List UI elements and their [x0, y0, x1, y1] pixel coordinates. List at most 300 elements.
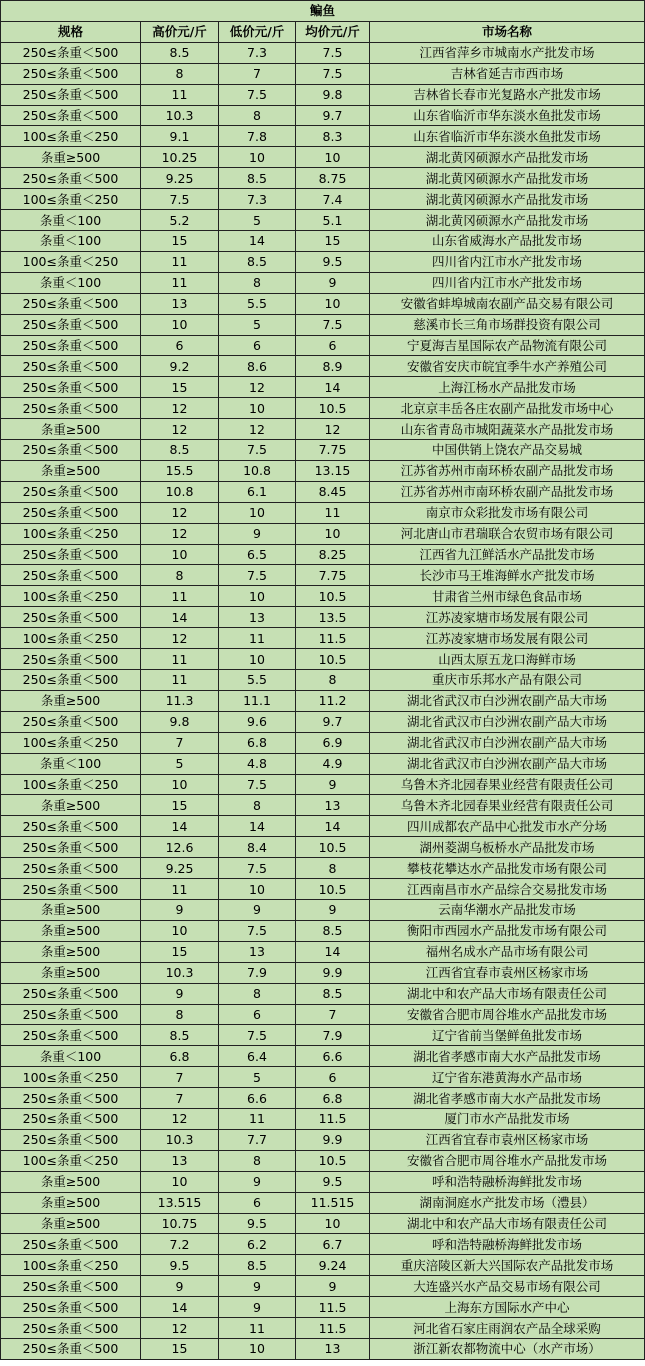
cell-low-price: 7.5 [219, 1025, 296, 1046]
cell-avg-price: 9 [296, 774, 370, 795]
cell-market-name: 攀枝花攀达水产品批发市场有限公司 [370, 858, 645, 879]
cell-high-price: 10.8 [141, 481, 219, 502]
table-row [1, 899, 645, 920]
cell-spec: 条重≥500 [1, 147, 141, 168]
cell-high-price: 14 [141, 1297, 219, 1318]
cell-high-price: 13 [141, 1150, 219, 1171]
cell-low-price: 7.3 [219, 42, 296, 63]
cell-high-price: 12 [141, 628, 219, 649]
cell-spec: 100≤条重＜250 [1, 732, 141, 753]
cell-low-price: 8 [219, 795, 296, 816]
cell-market-name: 湖北黄冈硕源水产品批发市场 [370, 210, 645, 231]
cell-market-name: 四川省内江市水产批发市场 [370, 251, 645, 272]
cell-spec: 250≤条重＜500 [1, 670, 141, 691]
cell-avg-price: 6 [296, 1067, 370, 1088]
cell-high-price: 8 [141, 1004, 219, 1025]
cell-high-price: 15 [141, 230, 219, 251]
cell-market-name: 大连盛兴水产品交易市场有限公司 [370, 1276, 645, 1297]
cell-spec: 条重≥500 [1, 795, 141, 816]
cell-spec: 条重＜100 [1, 272, 141, 293]
header-market-name: 市场名称 [370, 21, 645, 42]
cell-market-name: 上海东方国际水产中心 [370, 1297, 645, 1318]
cell-high-price: 7 [141, 1067, 219, 1088]
cell-avg-price: 8.5 [296, 983, 370, 1004]
cell-high-price: 8 [141, 63, 219, 84]
cell-high-price: 10.3 [141, 962, 219, 983]
cell-avg-price: 7.75 [296, 565, 370, 586]
cell-low-price: 9 [219, 899, 296, 920]
cell-market-name: 江苏凌家塘市场发展有限公司 [370, 628, 645, 649]
cell-market-name: 中国供销上饶农产品交易城 [370, 440, 645, 461]
cell-market-name: 湖北省孝感市南大水产品批发市场 [370, 1088, 645, 1109]
cell-spec: 250≤条重＜500 [1, 1004, 141, 1025]
cell-avg-price: 8.9 [296, 356, 370, 377]
cell-high-price: 11 [141, 251, 219, 272]
table-row [1, 1004, 645, 1025]
cell-market-name: 呼和浩特融桥海鲜批发市场 [370, 1234, 645, 1255]
table-row [1, 1025, 645, 1046]
cell-spec: 条重＜100 [1, 1046, 141, 1067]
cell-high-price: 9.25 [141, 858, 219, 879]
cell-market-name: 湖北中和农产品大市场有限责任公司 [370, 983, 645, 1004]
cell-avg-price: 9.5 [296, 1171, 370, 1192]
cell-spec: 250≤条重＜500 [1, 711, 141, 732]
cell-market-name: 河北唐山市君瑞联合农贸市场有限公司 [370, 523, 645, 544]
cell-low-price: 5 [219, 1067, 296, 1088]
cell-market-name: 湖北黄冈硕源水产品批发市场 [370, 147, 645, 168]
cell-spec: 250≤条重＜500 [1, 816, 141, 837]
cell-market-name: 湖北黄冈硕源水产品批发市场 [370, 189, 645, 210]
cell-high-price: 10.75 [141, 1213, 219, 1234]
cell-market-name: 乌鲁木齐北园春果业经营有限责任公司 [370, 774, 645, 795]
table-row [1, 586, 645, 607]
cell-avg-price: 9 [296, 272, 370, 293]
cell-avg-price: 10 [296, 147, 370, 168]
cell-market-name: 江西南昌市水产品综合交易批发市场 [370, 879, 645, 900]
cell-high-price: 12 [141, 1109, 219, 1130]
cell-low-price: 10 [219, 649, 296, 670]
header-row [1, 21, 645, 42]
cell-low-price: 9 [219, 1171, 296, 1192]
cell-market-name: 湖北省武汉市白沙洲农副产品大市场 [370, 732, 645, 753]
cell-avg-price: 8 [296, 858, 370, 879]
cell-spec: 条重≥500 [1, 419, 141, 440]
table-row [1, 711, 645, 732]
cell-market-name: 湖北省武汉市白沙洲农副产品大市场 [370, 753, 645, 774]
cell-spec: 250≤条重＜500 [1, 1318, 141, 1339]
cell-avg-price: 9.24 [296, 1255, 370, 1276]
cell-avg-price: 8.25 [296, 544, 370, 565]
cell-low-price: 10 [219, 879, 296, 900]
cell-market-name: 湖北省武汉市白沙洲农副产品大市场 [370, 690, 645, 711]
cell-high-price: 10 [141, 544, 219, 565]
cell-high-price: 12 [141, 523, 219, 544]
cell-spec: 250≤条重＜500 [1, 84, 141, 105]
cell-high-price: 9 [141, 983, 219, 1004]
cell-market-name: 安徽省蚌埠城南农副产品交易有限公司 [370, 293, 645, 314]
cell-avg-price: 8.5 [296, 920, 370, 941]
cell-high-price: 10 [141, 920, 219, 941]
cell-spec: 条重＜100 [1, 753, 141, 774]
table-row [1, 1297, 645, 1318]
cell-high-price: 5 [141, 753, 219, 774]
title-row [1, 1, 645, 22]
cell-market-name: 浙江新农都物流中心（水产市场） [370, 1339, 645, 1360]
cell-high-price: 7 [141, 732, 219, 753]
cell-low-price: 13 [219, 941, 296, 962]
cell-high-price: 10.3 [141, 1129, 219, 1150]
table-row [1, 1234, 645, 1255]
table-row [1, 1213, 645, 1234]
cell-low-price: 10 [219, 586, 296, 607]
cell-avg-price: 7 [296, 1004, 370, 1025]
cell-market-name: 安徽省安庆市皖宜季牛水产养殖公司 [370, 356, 645, 377]
cell-market-name: 江苏省苏州市南环桥农副产品批发市场 [370, 481, 645, 502]
table-row [1, 398, 645, 419]
table-row [1, 816, 645, 837]
table-row [1, 105, 645, 126]
cell-market-name: 江西省萍乡市城南水产批发市场 [370, 42, 645, 63]
cell-high-price: 15 [141, 377, 219, 398]
cell-spec: 100≤条重＜250 [1, 189, 141, 210]
table-row [1, 440, 645, 461]
cell-market-name: 安徽省合肥市周谷堆水产品批发市场 [370, 1004, 645, 1025]
cell-high-price: 8.5 [141, 440, 219, 461]
cell-market-name: 河北省石家庄雨润农产品全球采购 [370, 1318, 645, 1339]
cell-market-name: 山西太原五龙口海鲜市场 [370, 649, 645, 670]
cell-high-price: 12 [141, 1318, 219, 1339]
cell-spec: 250≤条重＜500 [1, 314, 141, 335]
cell-high-price: 9 [141, 1276, 219, 1297]
cell-market-name: 湖北黄冈硕源水产品批发市场 [370, 168, 645, 189]
cell-low-price: 14 [219, 816, 296, 837]
cell-market-name: 厦门市水产品批发市场 [370, 1109, 645, 1130]
cell-low-price: 11 [219, 628, 296, 649]
table-row [1, 523, 645, 544]
cell-spec: 100≤条重＜250 [1, 126, 141, 147]
cell-low-price: 12 [219, 419, 296, 440]
cell-spec: 条重≥500 [1, 899, 141, 920]
cell-avg-price: 7.75 [296, 440, 370, 461]
cell-spec: 250≤条重＜500 [1, 1297, 141, 1318]
cell-avg-price: 11 [296, 502, 370, 523]
cell-spec: 条重＜100 [1, 210, 141, 231]
table-row [1, 690, 645, 711]
cell-avg-price: 13 [296, 1339, 370, 1360]
cell-market-name: 呼和浩特融桥海鲜批发市场 [370, 1171, 645, 1192]
cell-market-name: 长沙市马王堆海鲜水产批发市场 [370, 565, 645, 586]
cell-avg-price: 11.5 [296, 1318, 370, 1339]
cell-low-price: 6.4 [219, 1046, 296, 1067]
table-row [1, 126, 645, 147]
cell-high-price: 13 [141, 293, 219, 314]
cell-low-price: 10 [219, 1339, 296, 1360]
cell-low-price: 6.1 [219, 481, 296, 502]
cell-high-price: 7 [141, 1088, 219, 1109]
cell-avg-price: 5.1 [296, 210, 370, 231]
cell-spec: 250≤条重＜500 [1, 1109, 141, 1130]
cell-market-name: 江西省宜春市袁州区杨家市场 [370, 1129, 645, 1150]
cell-spec: 100≤条重＜250 [1, 1255, 141, 1276]
cell-market-name: 山东省青岛市城阳蔬菜水产品批发市场 [370, 419, 645, 440]
cell-low-price: 7.5 [219, 774, 296, 795]
table-row [1, 356, 645, 377]
cell-high-price: 7.2 [141, 1234, 219, 1255]
cell-low-price: 11 [219, 1109, 296, 1130]
cell-avg-price: 11.2 [296, 690, 370, 711]
cell-avg-price: 11.5 [296, 1109, 370, 1130]
cell-market-name: 山东省临沂市华东淡水鱼批发市场 [370, 126, 645, 147]
table-row [1, 983, 645, 1004]
cell-high-price: 11 [141, 649, 219, 670]
cell-high-price: 11.3 [141, 690, 219, 711]
cell-spec: 250≤条重＜500 [1, 983, 141, 1004]
cell-market-name: 湖北中和农产品大市场有限责任公司 [370, 1213, 645, 1234]
cell-market-name: 湖州菱湖乌板桥水产品批发市场 [370, 837, 645, 858]
cell-low-price: 10 [219, 398, 296, 419]
cell-spec: 250≤条重＜500 [1, 858, 141, 879]
cell-high-price: 5.2 [141, 210, 219, 231]
table-row [1, 732, 645, 753]
cell-avg-price: 11.515 [296, 1192, 370, 1213]
cell-avg-price: 9.9 [296, 962, 370, 983]
cell-spec: 250≤条重＜500 [1, 649, 141, 670]
table-row [1, 837, 645, 858]
cell-low-price: 6 [219, 335, 296, 356]
cell-high-price: 8.5 [141, 42, 219, 63]
table-row [1, 941, 645, 962]
cell-spec: 250≤条重＜500 [1, 1339, 141, 1360]
cell-high-price: 10 [141, 1171, 219, 1192]
table-row [1, 795, 645, 816]
cell-spec: 条重＜100 [1, 230, 141, 251]
cell-avg-price: 9.9 [296, 1129, 370, 1150]
header-spec: 规格 [1, 21, 141, 42]
cell-high-price: 12 [141, 502, 219, 523]
cell-low-price: 6 [219, 1004, 296, 1025]
cell-low-price: 9.6 [219, 711, 296, 732]
cell-low-price: 5.5 [219, 293, 296, 314]
cell-low-price: 8.5 [219, 251, 296, 272]
cell-avg-price: 8.45 [296, 481, 370, 502]
cell-low-price: 6.6 [219, 1088, 296, 1109]
cell-spec: 100≤条重＜250 [1, 586, 141, 607]
cell-spec: 100≤条重＜250 [1, 774, 141, 795]
cell-avg-price: 10.5 [296, 586, 370, 607]
cell-spec: 条重≥500 [1, 1213, 141, 1234]
cell-high-price: 9.5 [141, 1255, 219, 1276]
cell-avg-price: 6 [296, 335, 370, 356]
cell-high-price: 11 [141, 84, 219, 105]
table-row [1, 565, 645, 586]
cell-low-price: 7.7 [219, 1129, 296, 1150]
cell-market-name: 江西省九江鲜活水产品批发市场 [370, 544, 645, 565]
table-row [1, 607, 645, 628]
cell-avg-price: 11.5 [296, 1297, 370, 1318]
cell-market-name: 乌鲁木齐北园春果业经营有限责任公司 [370, 795, 645, 816]
cell-avg-price: 7.5 [296, 42, 370, 63]
cell-high-price: 8.5 [141, 1025, 219, 1046]
cell-avg-price: 6.8 [296, 1088, 370, 1109]
table-row [1, 920, 645, 941]
cell-market-name: 湖南洞庭水产批发市场（澧县） [370, 1192, 645, 1213]
cell-avg-price: 9.5 [296, 251, 370, 272]
cell-high-price: 10.25 [141, 147, 219, 168]
cell-spec: 100≤条重＜250 [1, 251, 141, 272]
cell-high-price: 6.8 [141, 1046, 219, 1067]
cell-avg-price: 8.3 [296, 126, 370, 147]
cell-spec: 250≤条重＜500 [1, 105, 141, 126]
table-row [1, 544, 645, 565]
cell-avg-price: 7.5 [296, 63, 370, 84]
cell-high-price: 12 [141, 398, 219, 419]
cell-high-price: 10.3 [141, 105, 219, 126]
table-title: 鳊鱼 [1, 1, 645, 22]
table-row [1, 1109, 645, 1130]
table-row [1, 272, 645, 293]
cell-spec: 250≤条重＜500 [1, 440, 141, 461]
table-row [1, 84, 645, 105]
table-row [1, 63, 645, 84]
cell-market-name: 慈溪市长三角市场群投资有限公司 [370, 314, 645, 335]
cell-spec: 250≤条重＜500 [1, 63, 141, 84]
table-row [1, 753, 645, 774]
cell-spec: 250≤条重＜500 [1, 502, 141, 523]
cell-low-price: 7.5 [219, 84, 296, 105]
cell-low-price: 8 [219, 983, 296, 1004]
cell-market-name: 辽宁省东港黄海水产品市场 [370, 1067, 645, 1088]
cell-spec: 条重≥500 [1, 1171, 141, 1192]
cell-high-price: 10 [141, 314, 219, 335]
cell-avg-price: 10.5 [296, 649, 370, 670]
cell-avg-price: 6.7 [296, 1234, 370, 1255]
cell-avg-price: 10.5 [296, 398, 370, 419]
table-row [1, 377, 645, 398]
table-row [1, 314, 645, 335]
cell-high-price: 11 [141, 879, 219, 900]
cell-low-price: 6.8 [219, 732, 296, 753]
cell-low-price: 11.1 [219, 690, 296, 711]
cell-high-price: 15 [141, 795, 219, 816]
table-row [1, 670, 645, 691]
cell-low-price: 10 [219, 147, 296, 168]
cell-spec: 250≤条重＜500 [1, 398, 141, 419]
cell-market-name: 北京京丰岳各庄农副产品批发市场中心 [370, 398, 645, 419]
cell-spec: 250≤条重＜500 [1, 356, 141, 377]
cell-avg-price: 13.15 [296, 460, 370, 481]
cell-spec: 250≤条重＜500 [1, 1088, 141, 1109]
table-row [1, 481, 645, 502]
cell-spec: 250≤条重＜500 [1, 168, 141, 189]
table-row [1, 335, 645, 356]
cell-market-name: 湖北省孝感市南大水产品批发市场 [370, 1046, 645, 1067]
cell-low-price: 6 [219, 1192, 296, 1213]
cell-high-price: 7.5 [141, 189, 219, 210]
cell-low-price: 9 [219, 1276, 296, 1297]
cell-low-price: 6.2 [219, 1234, 296, 1255]
cell-avg-price: 9 [296, 899, 370, 920]
cell-market-name: 吉林省长春市光复路水产批发市场 [370, 84, 645, 105]
cell-avg-price: 9.7 [296, 105, 370, 126]
cell-spec: 条重≥500 [1, 460, 141, 481]
cell-spec: 250≤条重＜500 [1, 1234, 141, 1255]
cell-low-price: 4.8 [219, 753, 296, 774]
cell-low-price: 14 [219, 230, 296, 251]
cell-spec: 250≤条重＜500 [1, 837, 141, 858]
cell-avg-price: 6.6 [296, 1046, 370, 1067]
cell-avg-price: 7.4 [296, 189, 370, 210]
cell-high-price: 12 [141, 419, 219, 440]
table-row [1, 1339, 645, 1360]
cell-low-price: 8.5 [219, 168, 296, 189]
cell-high-price: 11 [141, 670, 219, 691]
cell-spec: 250≤条重＜500 [1, 1129, 141, 1150]
cell-spec: 250≤条重＜500 [1, 481, 141, 502]
cell-low-price: 7 [219, 63, 296, 84]
table-row [1, 1318, 645, 1339]
cell-market-name: 江苏省苏州市南环桥农副产品批发市场 [370, 460, 645, 481]
cell-spec: 250≤条重＜500 [1, 1025, 141, 1046]
table-row [1, 1171, 645, 1192]
cell-spec: 250≤条重＜500 [1, 1276, 141, 1297]
table-row [1, 147, 645, 168]
cell-low-price: 10.8 [219, 460, 296, 481]
cell-low-price: 9 [219, 523, 296, 544]
table-row [1, 962, 645, 983]
cell-low-price: 11 [219, 1318, 296, 1339]
cell-low-price: 7.5 [219, 440, 296, 461]
cell-spec: 条重≥500 [1, 920, 141, 941]
cell-market-name: 湖北省武汉市白沙洲农副产品大市场 [370, 711, 645, 732]
cell-low-price: 8 [219, 272, 296, 293]
table-row [1, 1088, 645, 1109]
cell-low-price: 7.9 [219, 962, 296, 983]
cell-market-name: 南京市众彩批发市场有限公司 [370, 502, 645, 523]
cell-high-price: 15.5 [141, 460, 219, 481]
cell-low-price: 9 [219, 1297, 296, 1318]
cell-spec: 250≤条重＜500 [1, 293, 141, 314]
table-row [1, 879, 645, 900]
cell-low-price: 7.5 [219, 565, 296, 586]
cell-avg-price: 8.75 [296, 168, 370, 189]
table-row [1, 1129, 645, 1150]
cell-low-price: 6.5 [219, 544, 296, 565]
cell-low-price: 13 [219, 607, 296, 628]
table-row [1, 502, 645, 523]
cell-high-price: 6 [141, 335, 219, 356]
cell-avg-price: 10.5 [296, 879, 370, 900]
cell-market-name: 重庆涪陵区新大兴国际农产品批发市场 [370, 1255, 645, 1276]
cell-market-name: 吉林省延吉市西市场 [370, 63, 645, 84]
cell-low-price: 8 [219, 105, 296, 126]
cell-high-price: 13.515 [141, 1192, 219, 1213]
cell-market-name: 云南华潮水产品批发市场 [370, 899, 645, 920]
cell-avg-price: 10 [296, 523, 370, 544]
cell-spec: 100≤条重＜250 [1, 1067, 141, 1088]
table-row [1, 1046, 645, 1067]
cell-low-price: 7.5 [219, 920, 296, 941]
header-low-price: 低价元/斤 [219, 21, 296, 42]
cell-avg-price: 13 [296, 795, 370, 816]
cell-high-price: 9.8 [141, 711, 219, 732]
header-high-price: 高价元/斤 [141, 21, 219, 42]
cell-avg-price: 10.5 [296, 1150, 370, 1171]
cell-spec: 250≤条重＜500 [1, 565, 141, 586]
cell-low-price: 8.5 [219, 1255, 296, 1276]
table-row [1, 42, 645, 63]
cell-low-price: 7.8 [219, 126, 296, 147]
table-row [1, 628, 645, 649]
